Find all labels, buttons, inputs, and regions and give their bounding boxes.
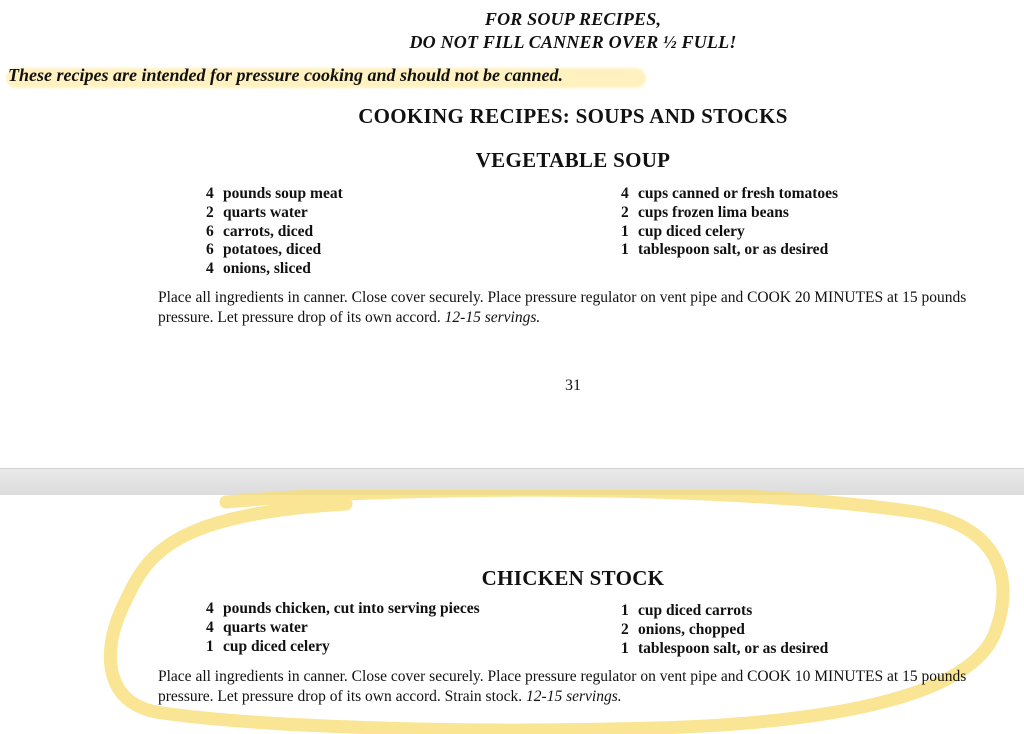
page-number: 31 (565, 377, 581, 394)
section-heading: COOKING RECIPES: SOUPS AND STOCKS (358, 104, 788, 128)
ingredient-row: 1 tablespoon salt, or as desired (621, 639, 829, 657)
servings-text: 12-15 servings. (526, 687, 622, 705)
instructions-text: Place all ingredients in canner. Close cover securely. Place pressure regulator on vent pipe and COOK 20 MINUTES at 15 pounds pressure. Let pressure drop of its own accord. (158, 289, 967, 326)
recipe-title-vegetable-soup: VEGETABLE SOUP (475, 148, 671, 172)
ingredient-row: 2 cups frozen lima beans (621, 203, 789, 221)
ingredient-row: 1 cup diced carrots (621, 602, 753, 619)
ingredient-row: 4 quarts water (206, 618, 308, 636)
warning-line-1: FOR SOUP RECIPES, (484, 9, 662, 29)
servings-text: 12-15 servings. (444, 308, 541, 326)
ingredient-row: 6 potatoes, diced (206, 241, 322, 259)
chicken-stock-instructions (158, 667, 998, 706)
chicken-stock-ingredients-right (621, 602, 828, 658)
ingredient-row: 2 onions, chopped (621, 620, 745, 638)
instructions-text: Place all ingredients in canner. Close cover securely. Place pressure regulator on vent pipe and COOK 10 MINUTES at 15 pounds pressure. Let pressure drop of its own accord. Strain stock. (158, 668, 967, 705)
ingredient-row: 4 cups canned or fresh tomatoes (621, 185, 839, 202)
ingredient-row: 1 cup diced celery (206, 637, 330, 655)
ingredient-row: 4 onions, sliced (206, 260, 311, 278)
ingredient-row: 2 quarts water (206, 203, 308, 221)
ingredient-row: 1 cup diced celery (621, 222, 745, 240)
recipe-title-chicken-stock: CHICKEN STOCK (481, 566, 665, 590)
warning-line-2: DO NOT FILL CANNER OVER ½ FULL! (409, 32, 737, 52)
intro-note: These recipes are intended for pressure cooking and should not be canned. (8, 65, 564, 85)
ingredient-row: 4 pounds chicken, cut into serving pieces (206, 600, 480, 617)
ingredient-row: 1 tablespoon salt, or as desired (621, 241, 829, 259)
ingredient-row: 6 carrots, diced (206, 222, 314, 240)
ingredient-row: 4 pounds soup meat (206, 185, 343, 202)
chicken-stock-ingredients-left (206, 600, 480, 656)
